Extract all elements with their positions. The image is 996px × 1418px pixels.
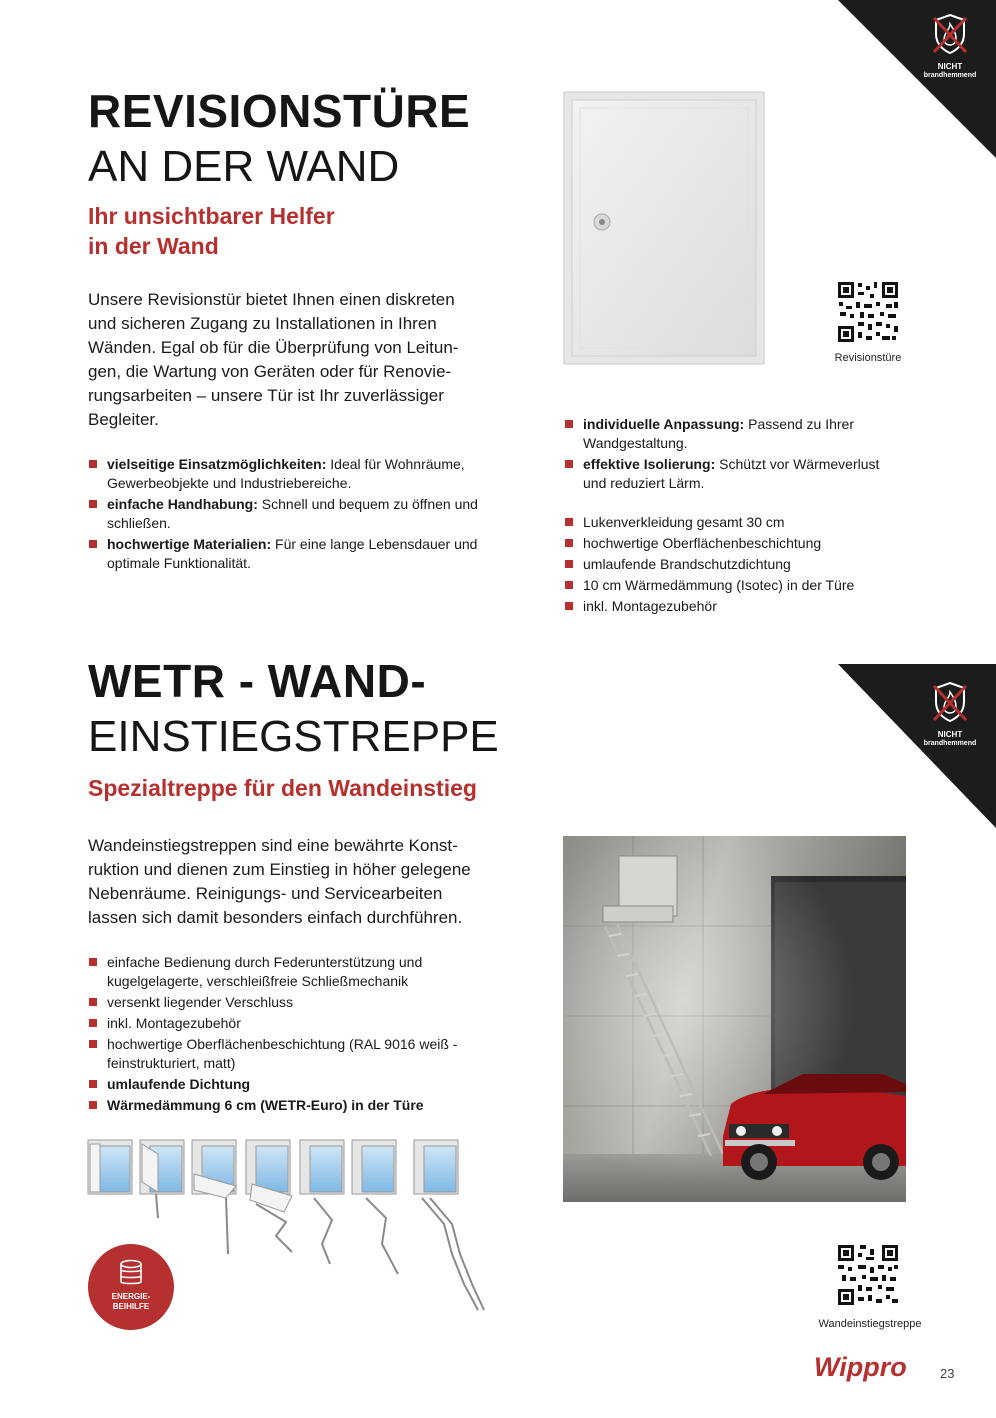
list-item: Wärmedämmung 6 cm (WETR-Euro) in der Türe xyxy=(89,1096,489,1115)
qr-caption: Revisionstüre xyxy=(834,352,902,364)
subtitle-line: in der Wand xyxy=(88,233,219,259)
section1-specs xyxy=(565,513,905,618)
list-item: effektive Isolierung: Schützt vor Wärmeverlust und reduziert Lärm. xyxy=(565,455,905,493)
intro-line: Nebenräume. Reinigungs- und Servicearbeiten xyxy=(88,884,443,903)
brand-logo: Wippro xyxy=(814,1352,907,1382)
qr-caption: Wandeinstiegstreppe xyxy=(818,1318,922,1330)
energy-grant-badge xyxy=(88,1244,174,1330)
not-fire-retardant-badge xyxy=(838,664,996,828)
shield-crossed-icon xyxy=(930,12,970,56)
intro-line: Begleiter. xyxy=(88,410,159,429)
list-item: inkl. Montagezubehör xyxy=(89,1014,489,1033)
section2-subtitle: Spezialtreppe für den Wandeinstieg xyxy=(88,775,477,801)
intro-line: ruktion und dienen zum Einstieg in höher gelegene xyxy=(88,860,471,879)
list-item: Lukenverkleidung gesamt 30 cm xyxy=(565,513,905,532)
section1-intro xyxy=(88,288,528,432)
intro-line: und sicheren Zugang zu Installationen in Ihren xyxy=(88,314,437,333)
list-item: vielseitige Einsatzmöglichkeiten: Ideal für Wohnräume, Gewerbeobjekte und Industriebereiche. xyxy=(89,455,479,493)
energy-badge-label: ENERGIE- BEIHILFE xyxy=(111,1292,151,1311)
list-item: individuelle Anpassung: Passend zu Ihrer Wandgestaltung. xyxy=(565,415,905,453)
section1-title: REVISIONSTÜRE xyxy=(88,85,471,137)
list-item: 10 cm Wärmedämmung (Isotec) in der Türe xyxy=(565,576,905,595)
subtitle-line: Ihr unsichtbarer Helfer xyxy=(88,203,335,229)
list-item: einfache Handhabung: Schnell und bequem zu öffnen und schließen. xyxy=(89,495,479,533)
page-number: 23 xyxy=(940,1366,955,1381)
intro-line: Unsere Revisionstür bietet Ihnen einen diskreten xyxy=(88,290,455,309)
section2-title-light: EINSTIEGSTREPPE xyxy=(88,712,499,761)
section2-features xyxy=(89,953,489,1117)
section1-title-light: AN DER WAND xyxy=(88,142,400,191)
list-item: versenkt liegender Verschluss xyxy=(89,993,489,1012)
badge-label: NICHT brandhemmend xyxy=(923,730,977,747)
list-item: hochwertige Materialien: Für eine lange Lebensdauer und optimale Funktionalität. xyxy=(89,535,479,573)
list-item: umlaufende Brandschutzdichtung xyxy=(565,555,905,574)
coins-icon xyxy=(112,1258,150,1288)
badge-label: NICHT brandhemmend xyxy=(923,62,977,79)
qr-code-wandeinstiegstreppe[interactable] xyxy=(836,1243,900,1307)
list-item: einfache Bedienung durch Federunterstützung und kugelgelagerte, verschleißfreie Schließmechanik xyxy=(89,953,489,991)
intro-line: Wänden. Egal ob für die Überprüfung von Leitun- xyxy=(88,338,459,357)
list-item: hochwertige Oberflächenbeschichtung xyxy=(565,534,905,553)
revision-door-image xyxy=(560,88,770,368)
intro-line: rungsarbeiten – unsere Tür ist Ihr zuverlässiger xyxy=(88,386,444,405)
intro-line: lassen sich damit besonders einfach durchführen. xyxy=(88,908,463,927)
list-item: inkl. Montagezubehör xyxy=(565,597,905,616)
section1-features-left xyxy=(89,455,479,575)
qr-code-revisionstuere[interactable] xyxy=(836,280,900,344)
section1-subtitle xyxy=(88,201,335,261)
list-item: umlaufende Dichtung xyxy=(89,1075,489,1094)
intro-line: gen, die Wartung von Geräten oder für Renovie- xyxy=(88,362,452,381)
section2-title: WETR - WAND- xyxy=(88,655,427,707)
wall-stair-garage-photo xyxy=(563,836,906,1202)
not-fire-retardant-badge xyxy=(838,0,996,158)
section1-features-right xyxy=(565,415,905,495)
intro-line: Wandeinstiegstreppen sind eine bewährte Konst- xyxy=(88,836,458,855)
list-item: hochwertige Oberflächenbeschichtung (RAL 9016 weiß - feinstrukturiert, matt) xyxy=(89,1035,489,1073)
section2-intro xyxy=(88,834,528,930)
shield-crossed-icon xyxy=(930,680,970,724)
